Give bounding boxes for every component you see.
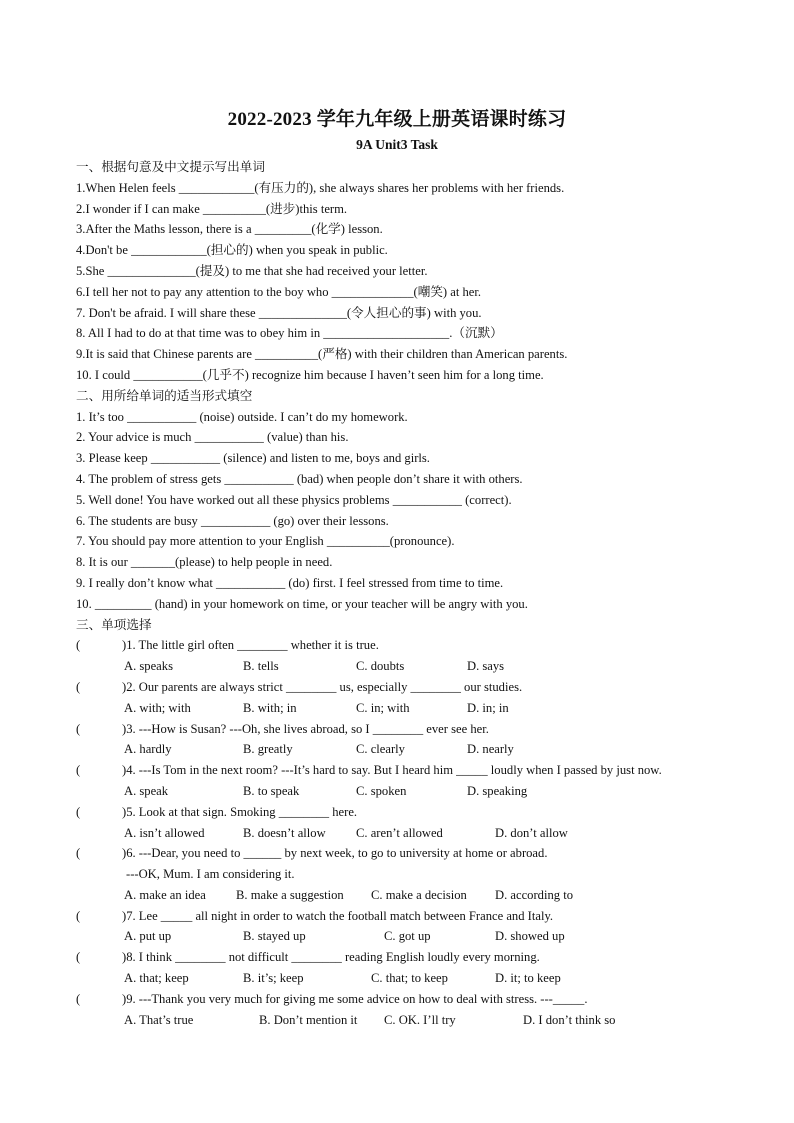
option-a: A. speaks: [124, 659, 173, 674]
option-c: C. doubts: [356, 659, 405, 674]
section1-item: 8. All I had to do at that time was to obey him in ____________________.（沉默）: [76, 326, 503, 341]
section2-item: 9. I really don’t know what ___________ (do) first. I feel stressed from time to time.: [76, 575, 504, 590]
mc-options: [76, 968, 756, 989]
option-d: D. says: [467, 659, 505, 674]
question-stem: )4. ---Is Tom in the next room? ---It’s hard to say. But I heard him _____ loudly when I passed by just now.: [122, 763, 662, 778]
answer-bracket: (: [76, 679, 81, 694]
answer-bracket: (: [76, 846, 81, 861]
option-a: A. make an idea: [124, 887, 206, 902]
option-d: D. it; to keep: [495, 971, 561, 986]
answer-bracket: (: [76, 721, 81, 736]
mc-options: [76, 656, 756, 677]
option-a: A. speak: [124, 783, 169, 798]
question-stem: )6. ---Dear, you need to ______ by next week, to go to university at home or abroad.: [122, 846, 548, 861]
option-c: C. clearly: [356, 742, 405, 757]
question-stem: )3. ---How is Susan? ---Oh, she lives abroad, so I ________ ever see her.: [122, 721, 489, 736]
section1-item: 1.When Helen feels ____________(有压力的), she always shares her problems with her friends.: [76, 180, 565, 195]
section1-item: 9.It is said that Chinese parents are __________(严格) with their children than American parents.: [76, 347, 568, 362]
option-d: D. in; in: [467, 700, 509, 715]
section2-item: 10. _________ (hand) in your homework on time, or your teacher will be angry with you.: [76, 596, 528, 611]
section1-item: 3.After the Maths lesson, there is a _________(化学) lesson.: [76, 222, 383, 237]
option-d: D. according to: [495, 887, 573, 902]
question-stem: )1. The little girl often ________ whether it is true.: [122, 638, 379, 653]
option-d: D. I don’t think so: [523, 1012, 616, 1027]
question-reply: ---OK, Mum. I am considering it.: [126, 867, 295, 882]
question-stem: )9. ---Thank you very much for giving me some advice on how to deal with stress. ---_____.: [122, 991, 588, 1006]
mc-question: [76, 760, 756, 781]
mc-question: [76, 802, 756, 823]
answer-bracket: (: [76, 950, 81, 965]
mc-question: [76, 719, 756, 740]
option-c: C. got up: [384, 929, 431, 944]
section2-item: 3. Please keep ___________ (silence) and listen to me, boys and girls.: [76, 451, 430, 466]
mc-options: [76, 885, 756, 906]
option-a: A. with; with: [124, 700, 191, 715]
answer-bracket: (: [76, 763, 81, 778]
option-c: C. OK. I’ll try: [384, 1012, 456, 1027]
option-a: A. put up: [124, 929, 172, 944]
option-d: D. don’t allow: [495, 825, 568, 840]
page-title: 2022-2023 学年九年级上册英语课时练习: [227, 109, 567, 130]
option-b: B. it’s; keep: [243, 971, 304, 986]
section1-item: 6.I tell her not to pay any attention to the boy who _____________(嘲笑) at her.: [76, 284, 482, 299]
question-stem: )8. I think ________ not difficult ________ reading English loudly every morning.: [122, 950, 540, 965]
question-stem: )2. Our parents are always strict ________ us, especially ________ our studies.: [122, 679, 523, 694]
mc-question: [76, 843, 756, 864]
section1-item: 10. I could ___________(几乎不) recognize him because I haven’t seen him for a long time.: [76, 367, 544, 382]
section3-heading: 三、单项选择: [76, 616, 152, 632]
option-d: D. speaking: [467, 783, 528, 798]
mc-options: [76, 698, 756, 719]
option-d: D. nearly: [467, 742, 514, 757]
mc-options: [76, 823, 756, 844]
section1-item: 7. Don't be afraid. I will share these ______________(令人担心的事) with you.: [76, 305, 482, 320]
mc-question: [76, 906, 756, 927]
answer-bracket: (: [76, 804, 81, 819]
option-a: A. that; keep: [124, 971, 189, 986]
option-b: B. to speak: [243, 783, 300, 798]
mc-options: [76, 781, 756, 802]
mc-options: [76, 739, 756, 760]
answer-bracket: (: [76, 638, 81, 653]
page-subtitle: 9A Unit3 Task: [356, 137, 438, 152]
option-c: C. that; to keep: [371, 971, 448, 986]
option-c: C. make a decision: [371, 887, 467, 902]
option-c: C. spoken: [356, 783, 407, 798]
mc-options: [76, 926, 756, 947]
section1-heading: 一、根据句意及中文提示写出单词: [76, 159, 265, 174]
option-b: B. with; in: [243, 700, 297, 715]
answer-bracket: (: [76, 908, 81, 923]
section1-item: 2.I wonder if I can make __________(进步)this term.: [76, 201, 348, 216]
option-c: C. in; with: [356, 700, 410, 715]
section1-item: 5.She ______________(提及) to me that she had received your letter.: [76, 263, 428, 278]
mc-question: [76, 635, 756, 656]
option-b: B. greatly: [243, 742, 293, 757]
option-c: C. aren’t allowed: [356, 825, 443, 840]
mc-question: [76, 989, 756, 1010]
section2-item: 8. It is our _______(please) to help people in need.: [76, 555, 333, 570]
section2-item: 1. It’s too ___________ (noise) outside. I can’t do my homework.: [76, 409, 408, 424]
section1-item: 4.Don't be ____________(担心的) when you speak in public.: [76, 243, 388, 258]
option-d: D. showed up: [495, 929, 565, 944]
option-a: A. isn’t allowed: [124, 825, 205, 840]
option-b: B. make a suggestion: [236, 887, 344, 902]
section2-heading: 二、用所给单词的适当形式填空: [76, 387, 253, 403]
section2-item: 7. You should pay more attention to your English __________(pronounce).: [76, 534, 455, 549]
option-b: B. doesn’t allow: [243, 825, 326, 840]
worksheet-content: [76, 157, 756, 1030]
section2-item: 4. The problem of stress gets ___________ (bad) when people don’t share it with others.: [76, 471, 523, 486]
option-b: B. tells: [243, 659, 279, 674]
mc-question-reply: [76, 864, 756, 885]
section2-item: 6. The students are busy ___________ (go) over their lessons.: [76, 513, 389, 528]
mc-options: [76, 1010, 756, 1031]
question-stem: )7. Lee _____ all night in order to watch the football match between France and Italy.: [122, 908, 554, 923]
section2-item: 5. Well done! You have worked out all these physics problems ___________ (correct).: [76, 492, 512, 507]
answer-bracket: (: [76, 991, 81, 1006]
mc-question: [76, 677, 756, 698]
option-a: A. That’s true: [124, 1012, 194, 1027]
section2-item: 2. Your advice is much ___________ (value) than his.: [76, 430, 349, 445]
option-b: B. Don’t mention it: [259, 1012, 358, 1027]
mc-question: [76, 947, 756, 968]
option-b: B. stayed up: [243, 929, 306, 944]
question-stem: )5. Look at that sign. Smoking ________ here.: [122, 804, 358, 819]
option-a: A. hardly: [124, 742, 172, 757]
